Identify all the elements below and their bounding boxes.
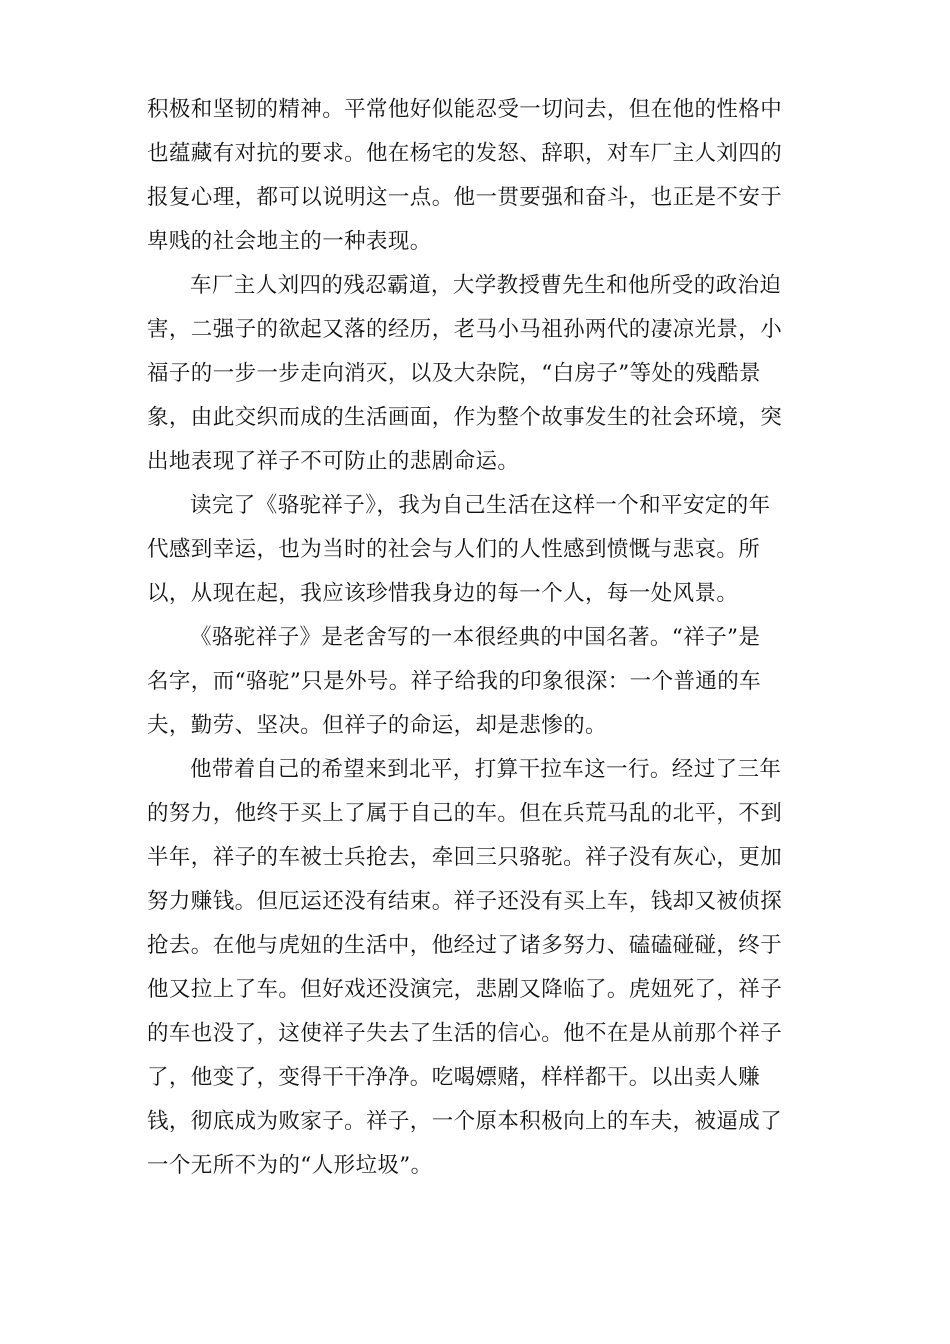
text-line: 了，他变了，变得干干净净。吃喝嫖赌，样样都干。以出卖人赚 — [147, 1065, 761, 1090]
text-line: 也蕴藏有对抗的要求。他在杨宅的发怒、辞职，对车厂主人刘四的 — [147, 141, 783, 166]
text-line: 卑贱的社会地主的一种表现。 — [147, 229, 432, 254]
text-line: 一个无所不为的“人形垃圾”。 — [147, 1153, 433, 1178]
document-body-text — [147, 88, 799, 1188]
text-line: 的努力，他终于买上了属于自己的车。但在兵荒马乱的北平，不到 — [147, 801, 783, 826]
text-line: 害，二强子的欲起又落的经历，老马小马祖孙两代的凄凉光景，小 — [147, 317, 783, 342]
text-line: 名字，而“骆驼”只是外号。祥子给我的印象很深：一个普通的车 — [147, 669, 762, 694]
paragraph-first-line: 车厂主人刘四的残忍霸道，大学教授曹先生和他所受的政治迫 — [190, 273, 782, 298]
text-line: 夫，勤劳、坚决。但祥子的命运，却是悲惨的。 — [147, 713, 607, 738]
paragraph-first-line: 《骆驼祥子》是老舍写的一本很经典的中国名著。“祥子”是 — [190, 625, 761, 650]
text-line: 福子的一步一步走向消灭，以及大杂院，“白房子”等处的残酷景 — [147, 361, 762, 386]
text-line: 努力赚钱。但厄运还没有结束。祥子还没有买上车，钱却又被侦探 — [147, 889, 783, 914]
text-line: 出地表现了祥子不可防止的悲剧命运。 — [147, 449, 520, 474]
text-line: 以，从现在起，我应该珍惜我身边的每一个人，每一处风景。 — [147, 581, 739, 606]
paragraph-first-line: 他带着自己的希望来到北平，打算干拉车这一行。经过了三年 — [190, 757, 782, 782]
text-line: 代感到幸运，也为当时的社会与人们的人性感到愤慨与悲哀。所 — [147, 537, 761, 562]
text-line: 积极和坚韧的精神。平常他好似能忍受一切问去，但在他的性格中 — [147, 97, 783, 122]
text-line: 半年，祥子的车被士兵抢去，牵回三只骆驼。祥子没有灰心，更加 — [147, 845, 783, 870]
text-line: 象，由此交织而成的生活画面，作为整个故事发生的社会环境，突 — [147, 405, 783, 430]
text-line: 抢去。在他与虎妞的生活中，他经过了诸多努力、磕磕碰碰，终于 — [147, 933, 783, 958]
text-line: 报复心理，都可以说明这一点。他一贯要强和奋斗，也正是不安于 — [147, 185, 783, 210]
text-line: 钱，彻底成为败家子。祥子，一个原本积极向上的车夫，被逼成了 — [147, 1109, 783, 1134]
paragraph-first-line: 读完了《骆驼祥子》，我为自己生活在这样一个和平安定的年 — [190, 493, 771, 518]
text-line: 的车也没了，这使祥子失去了生活的信心。他不在是从前那个祥子 — [147, 1021, 783, 1046]
text-line: 他又拉上了车。但好戏还没演完，悲剧又降临了。虎妞死了，祥子 — [147, 977, 783, 1002]
